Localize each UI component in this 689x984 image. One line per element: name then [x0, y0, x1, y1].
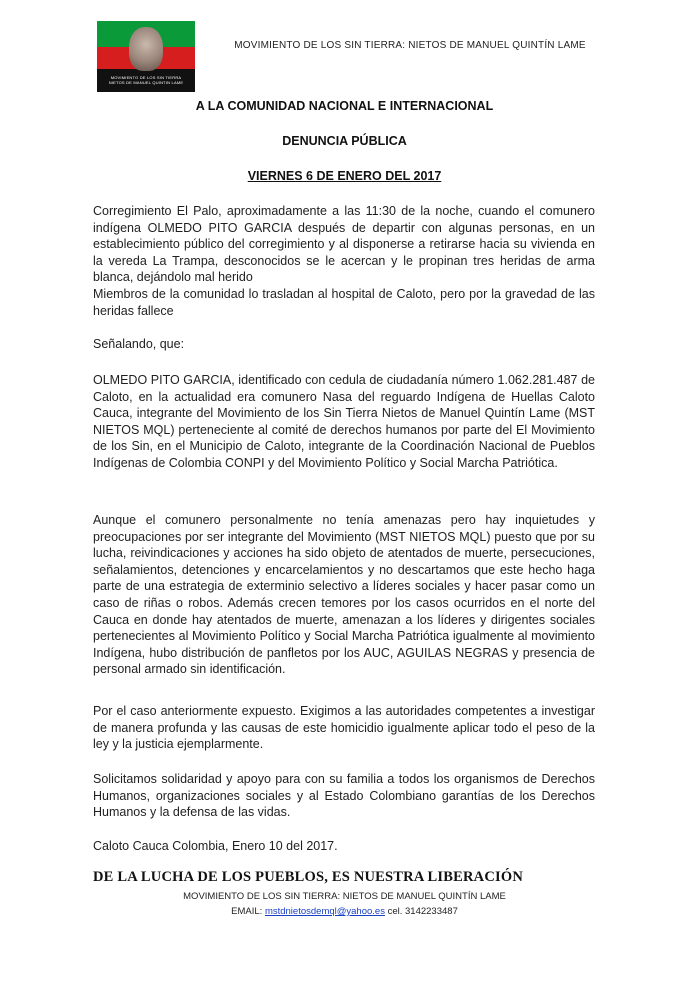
paragraph-4: OLMEDO PITO GARCIA, identificado con cedula de ciudadanía número 1.062.281.487 de Caloto, en la actualidad era comunero Nasa del reguardo Indígena de Huellas Caloto Cauca, integrante del Movimiento de los Sin Tierra Nietos de Manuel Quintín Lame (MST NIETOS MQL) perteneciente al comité de derechos humanos por parte del El Movimiento de los Sin, en el Municipio de Caloto, integrante de la Coordinación Nacional de Pueblos Indígenas de Colombia CONPI y del Movimiento Político y Social Marcha Patriótica. [93, 373, 595, 470]
document-date: VIERNES 6 DE ENERO DEL 2017 [247, 169, 442, 183]
organization-logo [97, 21, 195, 92]
logo-caption-line1: MOVIMIENTO DE LOS SIN TIERRA [110, 75, 182, 80]
paragraph-6: Por el caso anteriormente expuesto. Exigimos a las autoridades competentes a investigar de manera profunda y las causas de este homicidio igualmente aplicar todo el peso de la ley y la justicia ejemplarmente. [93, 704, 595, 752]
document-heading: DENUNCIA PÚBLICA [282, 134, 407, 148]
addressee-title: A LA COMUNIDAD NACIONAL E INTERNACIONAL [195, 99, 494, 113]
paragraph-2: Miembros de la comunidad lo trasladan al hospital de Caloto, pero por la gravedad de las heridas fallece [93, 286, 595, 318]
paragraph-3: Señalando, que: [93, 337, 185, 351]
footer-email-link[interactable]: mstdnietosdemql@yahoo.es [264, 906, 385, 917]
footer-contact [0, 906, 689, 917]
paragraph-1: Corregimiento El Palo, aproximadamente a las 11:30 de la noche, cuando el comunero indígena OLMEDO PITO GARCIA después de departir con algunas personas, en un establecimiento público del corregimiento y al disponerse a retirarse hacia su vivienda en la vereda La Trampa, desconocidos se le acercan y le propinan tres heridas de arma blanca, dejándolo mal herido [93, 204, 595, 285]
paragraph-incident [93, 203, 595, 319]
header-org-name: MOVIMIENTO DE LOS SIN TIERRA: NIETOS DE MANUEL QUINTÍN LAME [234, 40, 586, 51]
logo-caption [101, 75, 191, 85]
paragraph-7: Solicitamos solidaridad y apoyo para con su familia a todos los organismos de Derechos Humanos, organizaciones sociales y al Estado Colombiano garantías de los Derechos Humanos y la defensa de las vidas. [93, 772, 595, 820]
footer-org-name: MOVIMIENTO DE LOS SIN TIERRA: NIETOS DE MANUEL QUINTÍN LAME [183, 891, 506, 902]
paragraph-8-place-date: Caloto Cauca Colombia, Enero 10 del 2017. [93, 839, 338, 853]
footer-email-label: EMAIL: [231, 906, 265, 917]
footer-phone: cel. 3142233487 [384, 906, 458, 917]
closing-slogan: DE LA LUCHA DE LOS PUEBLOS, ES NUESTRA LIBERACIÓN [93, 869, 524, 885]
logo-caption-line2: NIETOS DE MANUEL QUINTIN LAME [108, 80, 184, 85]
paragraph-5: Aunque el comunero personalmente no tenía amenazas pero hay inquietudes y preocupaciones por ser integrante del Movimiento (MST NIETOS MQL) puesto que por su lucha, reivindicaciones y acciones ha sido objeto de atentados de muerte, persecuciones, señalamientos, detenciones y encarcelamientos y no descartamos que este hecho haga parte de una estrategia de exterminio selectivo a líderes sociales y hacer pasar como un caso de riñas o robos. Además crecen temores por los casos ocurridos en el norte del Cauca en donde hay atentados de muerte, amenazan a los líderes y dirigentes sociales pertenecientes al Movimiento Político y Social Marcha Patriótica igualmente al movimiento Indígena, hubo distribución de panfletos por los AUC, AGUILAS NEGRAS y presencia de personal armado sin identificación. [93, 513, 595, 677]
logo-portrait-image [129, 27, 163, 71]
